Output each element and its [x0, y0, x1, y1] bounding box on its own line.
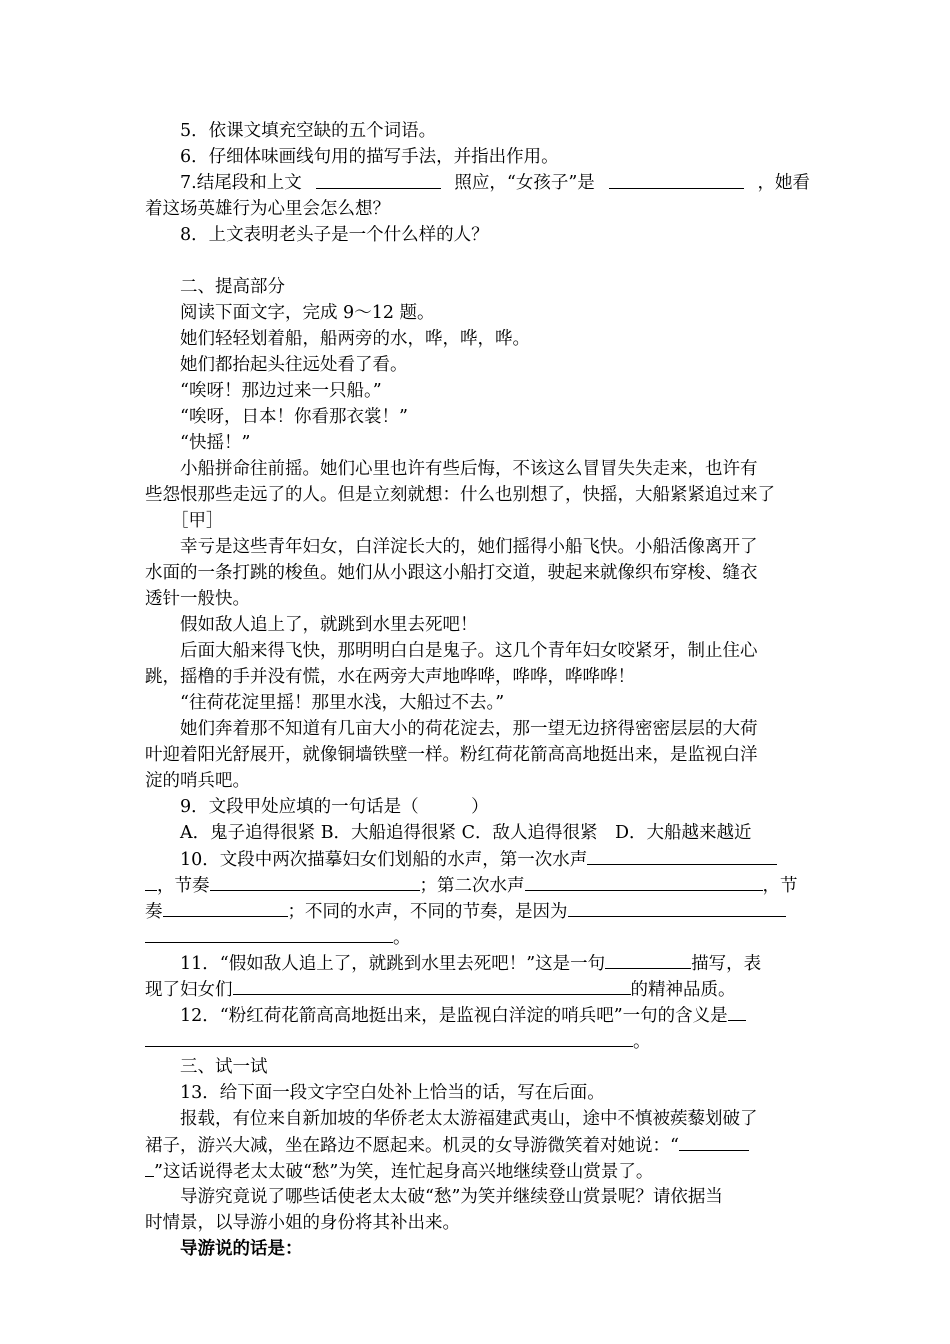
q10-answer-blank-2[interactable]	[210, 872, 420, 891]
passage-paragraph: “往荷花淀里摇！那里水浅，大船过不去。”	[180, 693, 505, 713]
q12-text-b: 。	[633, 1032, 651, 1052]
q11-text-d: 的精神品质。	[630, 980, 736, 1000]
q12-answer-blank[interactable]	[728, 1002, 746, 1021]
passage-paragraph: “唉呀！那边过来一只船。”	[180, 381, 382, 401]
passage-line: 叶迎着阳光舒展开，就像铜墙铁壁一样。粉红荷花箭高高地挺出来，是监视白洋	[145, 745, 758, 765]
passage-line: 些怨恨那些走远了的人。但是立刻就想：什么也别想了，快摇，大船紧紧追过来了	[145, 485, 775, 505]
q11-answer-blank-2[interactable]	[233, 976, 631, 995]
passage-line: 她们奔着那不知道有几亩大小的荷花淀去，那一望无边挤得密密层层的大荷	[180, 719, 758, 739]
q11-text-b: 描写，表	[691, 954, 762, 974]
question-10-line4	[145, 924, 810, 950]
passage-line-with-blank	[145, 1132, 810, 1158]
q13-text-b: ”这话说得老太太破“愁”为笑，连忙起身高兴地继续登山赏景了。	[154, 1162, 654, 1182]
passage-line: 水面的一条打跳的梭鱼。她们从小跟这小船打交道，驶起来就像织布穿梭、缝衣	[145, 563, 758, 583]
q12-answer-blank-cont[interactable]	[145, 1028, 633, 1047]
passage-line: 跳，摇橹的手并没有慌，水在两旁大声地哗哗，哗哗，哗哗哗！	[145, 667, 635, 687]
passage-line: 导游究竟说了哪些话使老太太破“愁”为笑并继续登山赏景呢？请依据当	[180, 1187, 723, 1207]
passage-line: 淀的哨兵吧。	[145, 771, 250, 791]
question-13: 13．给下面一段文字空白处补上恰当的话，写在后面。	[180, 1083, 605, 1103]
q7-answer-blank-2[interactable]	[609, 170, 744, 189]
question-7-line2: 着这场英雄行为心里会怎么想？	[145, 199, 390, 219]
q12-text-a: 12．“粉红荷花箭高高地挺出来，是监视白洋淀的哨兵吧”一句的含义是	[180, 1006, 728, 1026]
passage-line: 透针一般快。	[145, 589, 250, 609]
q10-text-g: 。	[393, 928, 411, 948]
passage-line: 时情景，以导游小姐的身份将其补出来。	[145, 1213, 460, 1233]
passage-line: 幸亏是这些青年妇女，白洋淀长大的，她们摇得小船飞快。小船活像离开了	[180, 537, 758, 557]
q7-text-b: 照应，“女孩子”是	[454, 173, 595, 193]
question-8: 8．上文表明老头子是一个什么样的人？	[180, 225, 489, 245]
section-heading-3: 三、试一试	[180, 1057, 268, 1077]
passage-paragraph: 她们轻轻划着船，船两旁的水，哗，哗，哗。	[180, 329, 530, 349]
answer-label: 导游说的话是：	[180, 1239, 303, 1259]
passage-line: 小船拼命往前摇。她们心里也许有些后悔，不该这么冒冒失失走来，也许有	[180, 459, 758, 479]
passage-paragraph: “快摇！”	[180, 433, 251, 453]
question-10-line2	[145, 872, 810, 898]
q10-text-e: 奏	[145, 902, 163, 922]
q10-answer-blank-4[interactable]	[163, 898, 288, 917]
passage-line: 报载，有位来自新加坡的华侨老太太游福建武夷山，途中不慎被蒺藜划破了	[180, 1109, 758, 1129]
q10-text-d: ，节	[762, 876, 798, 896]
question-6: 6．仔细体味画线句用的描写手法，并指出作用。	[180, 147, 559, 167]
passage-paragraph: 她们都抬起头往远处看了看。	[180, 355, 408, 375]
passage-marker-jia: ［甲］	[171, 511, 224, 531]
document-page	[145, 118, 810, 1262]
reading-instruction: 阅读下面文字，完成 9～12 题。	[180, 303, 435, 323]
q10-text-a: 10．文段中两次描摹妇女们划船的水声，第一次水声	[180, 850, 588, 870]
passage-line-with-blank-cont	[145, 1158, 810, 1184]
q11-text-a: 11．“假如敌人追上了，就跳到水里去死吧！”这是一句	[180, 954, 606, 974]
question-11-line2	[145, 976, 810, 1002]
q10-answer-blank-5-cont[interactable]	[145, 924, 393, 943]
q10-text-b: ，节奏	[157, 876, 210, 896]
question-7-line1	[145, 170, 810, 196]
q13-answer-blank-cont[interactable]	[145, 1158, 154, 1177]
question-9: 9．文段甲处应填的一句话是（ ）	[180, 797, 489, 817]
q7-text-a: 7.结尾段和上文	[180, 173, 302, 193]
question-10-line3	[145, 898, 810, 924]
q11-answer-blank-1[interactable]	[605, 950, 691, 969]
q11-text-c: 现了妇女们	[145, 980, 233, 1000]
q10-answer-blank-5[interactable]	[568, 898, 786, 917]
q13-text-a: 裙子，游兴大减，坐在路边不愿起来。机灵的女导游微笑着对她说：“	[145, 1136, 679, 1156]
passage-paragraph: “唉呀，日本！你看那衣裳！”	[180, 407, 408, 427]
q10-answer-blank-1[interactable]	[587, 846, 777, 865]
q7-text-c: ，她看	[757, 173, 810, 193]
question-5: 5．依课文填充空缺的五个词语。	[180, 121, 437, 141]
q13-answer-blank[interactable]	[679, 1132, 749, 1151]
passage-paragraph: 假如敌人追上了，就跳到水里去死吧！	[180, 615, 478, 635]
q10-answer-blank-3[interactable]	[525, 872, 763, 891]
q10-answer-blank-1-cont[interactable]	[145, 872, 157, 891]
question-11-line1	[145, 950, 810, 976]
q7-answer-blank-1[interactable]	[316, 170, 441, 189]
section-heading-2: 二、提高部分	[180, 277, 285, 297]
passage-line: 后面大船来得飞快，那明明白白是鬼子。这几个青年妇女咬紧牙，制止住心	[180, 641, 758, 661]
question-12-line2	[145, 1028, 810, 1054]
q10-text-f: ；不同的水声，不同的节奏，是因为	[287, 902, 568, 922]
question-10-line1	[145, 846, 810, 872]
q10-text-c: ；第二次水声	[419, 876, 525, 896]
question-12-line1	[145, 1002, 810, 1028]
question-9-options: A．鬼子追得很紧 B．大船追得很紧 C．敌人追得很紧 D．大船越来越近	[180, 823, 752, 843]
